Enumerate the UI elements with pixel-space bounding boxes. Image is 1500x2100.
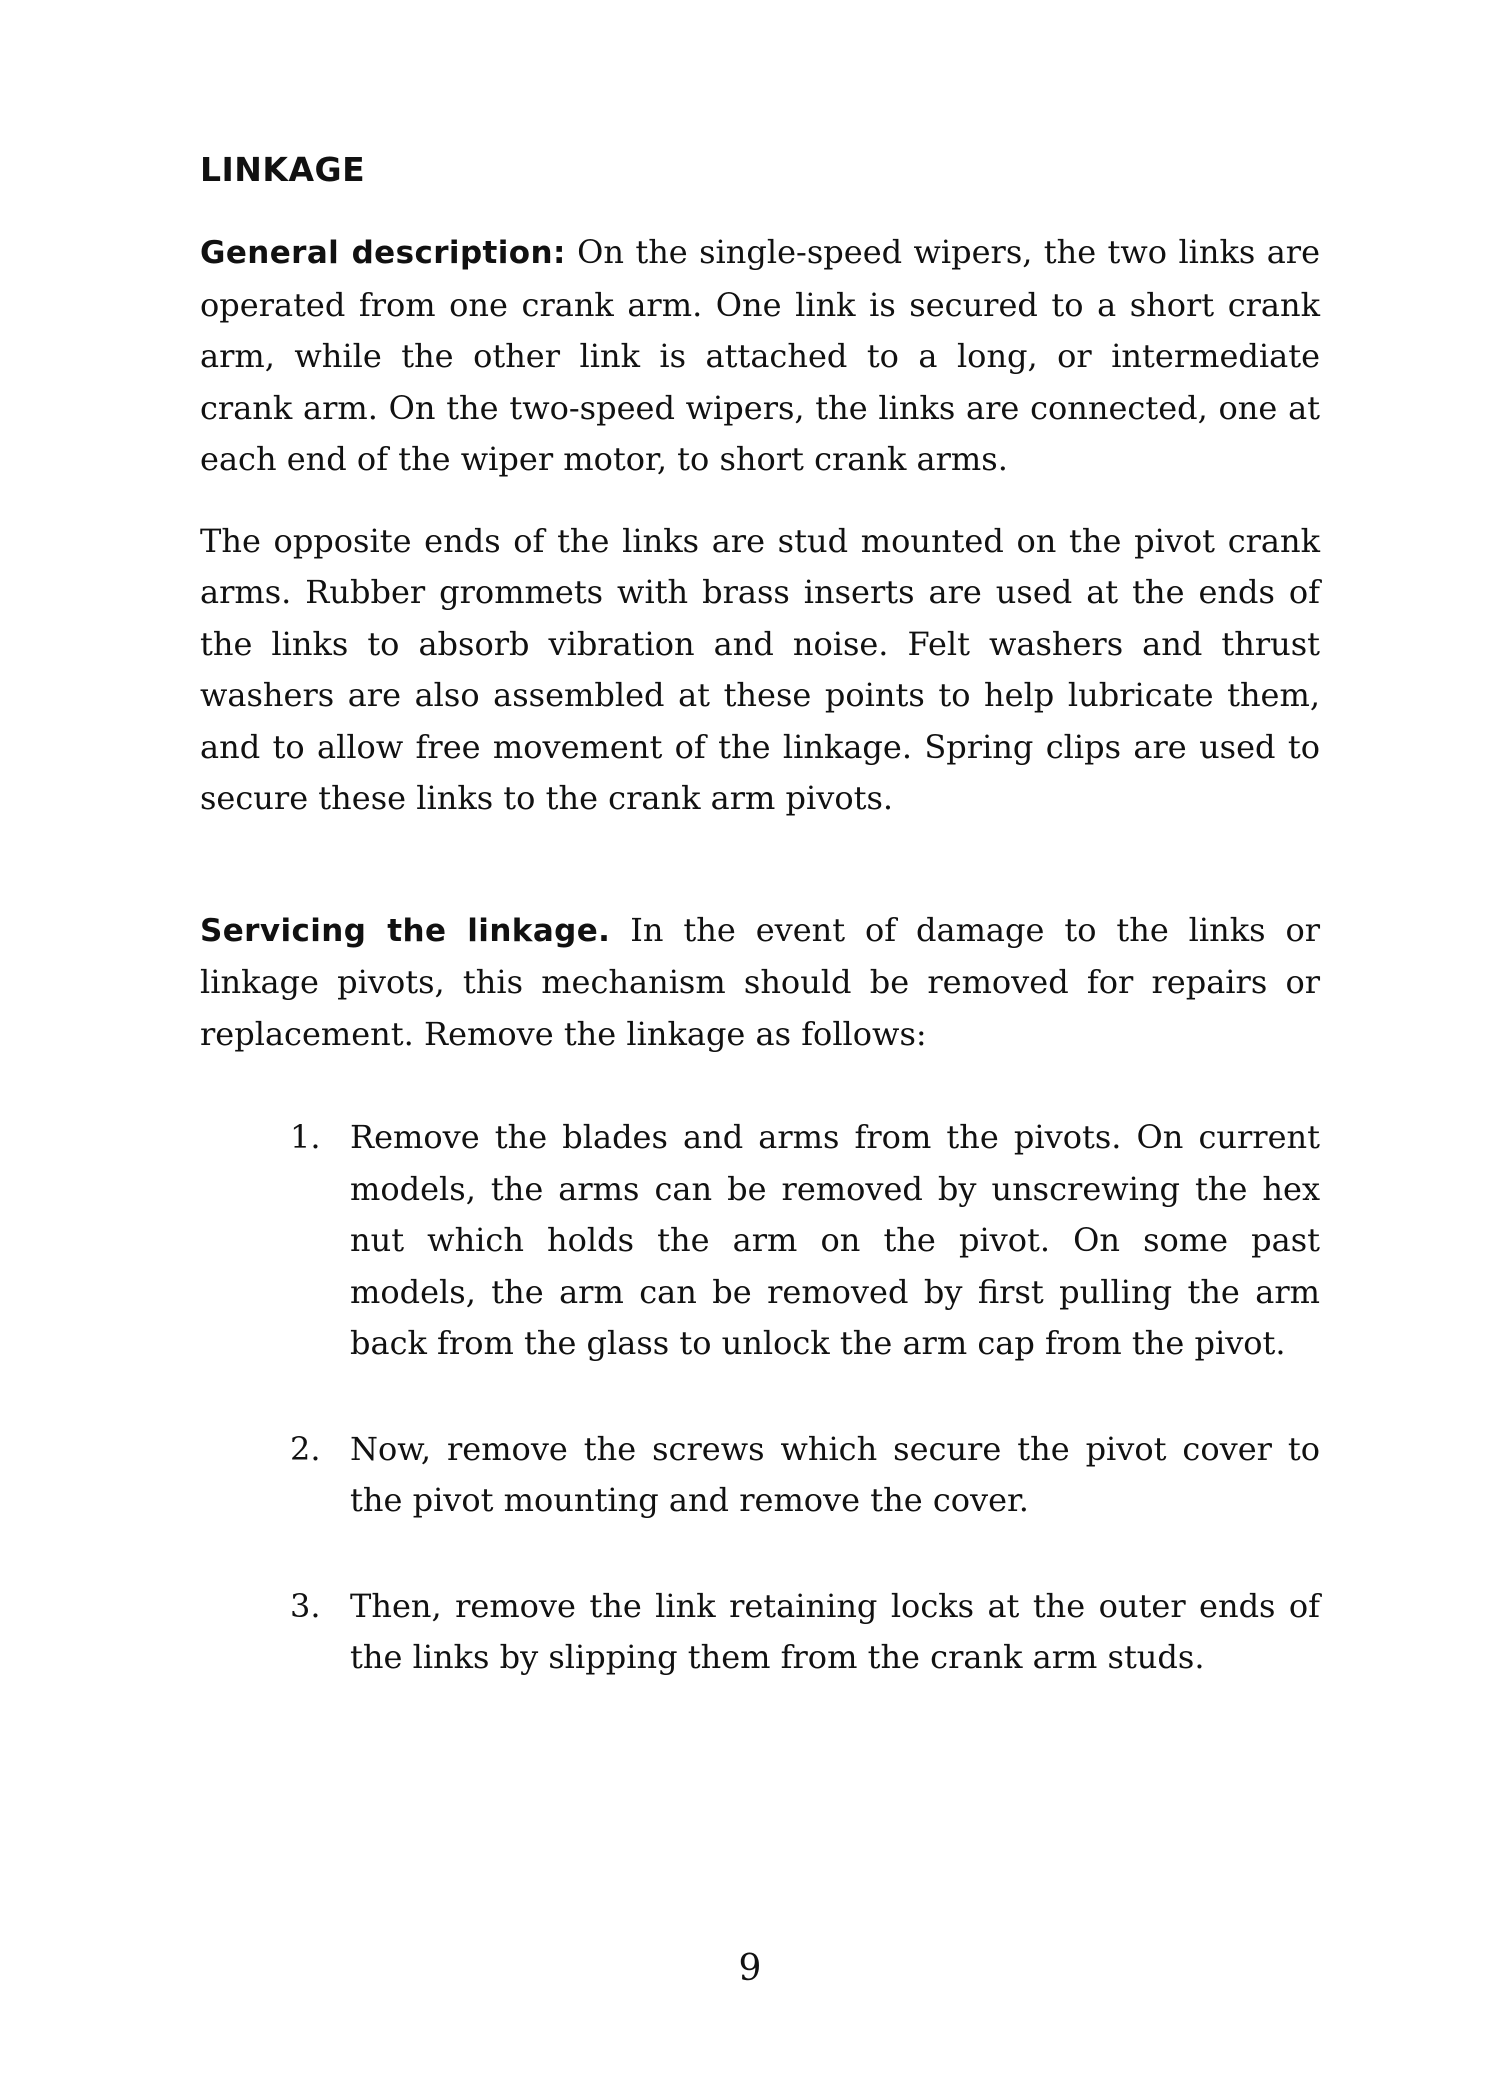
step-text: Then, remove the link retaining locks at the outer ends of the links by slipping them from the crank arm studs. [350, 1586, 1320, 1676]
servicing-paragraph [200, 905, 1320, 1061]
general-description-text: On the single-speed wipers, the two links are operated from one crank arm. One link is secured to a short crank arm, while the other link is attached to a long, or intermediate crank arm. On the two-speed wipers, the links are connected, one at each end of the wiper motor, to short crank arms. [200, 233, 1321, 478]
removal-step-3 [290, 1581, 1320, 1684]
removal-steps-list [200, 1112, 1320, 1684]
general-description-lead: General description: [200, 235, 566, 271]
removal-step-2 [290, 1424, 1320, 1527]
page-content [200, 150, 1320, 1738]
step-number: 3. [290, 1586, 321, 1625]
servicing-text: In the event of damage to the links or linkage pivots, this mechanism should be removed for repairs or replacement. Remove the linkage as follows: [200, 910, 1321, 1053]
page-number: 9 [738, 1948, 762, 1989]
step-text: Now, remove the screws which secure the pivot cover to the pivot mounting and remove the cover. [350, 1429, 1320, 1519]
servicing-lead: Servicing the linkage. [200, 912, 611, 949]
step-number: 1. [290, 1118, 321, 1156]
general-description-paragraph [200, 227, 1320, 486]
step-text: Remove the blades and arms from the pivots. On current models, the arms can be removed by unscrewing the hex nut which holds the arm on the pivot. On some past models, the arm can be removed by first pulling the arm back from the glass to unlock the arm cap from the pivot. [350, 1118, 1320, 1362]
section-heading: LINKAGE [200, 150, 366, 189]
removal-step-1 [290, 1112, 1320, 1370]
step-number: 2. [290, 1429, 321, 1468]
link-mounting-paragraph: The opposite ends of the links are stud mounted on the pivot crank arms. Rubber grommets with brass inserts are used at the ends of the links to absorb vibration and noise. Felt washers and thrust washers are also assembled at these points to help lubricate them, and to allow free movement of the linkage. Spring clips are used to secure these links to the crank arm pivots. [200, 521, 1320, 817]
